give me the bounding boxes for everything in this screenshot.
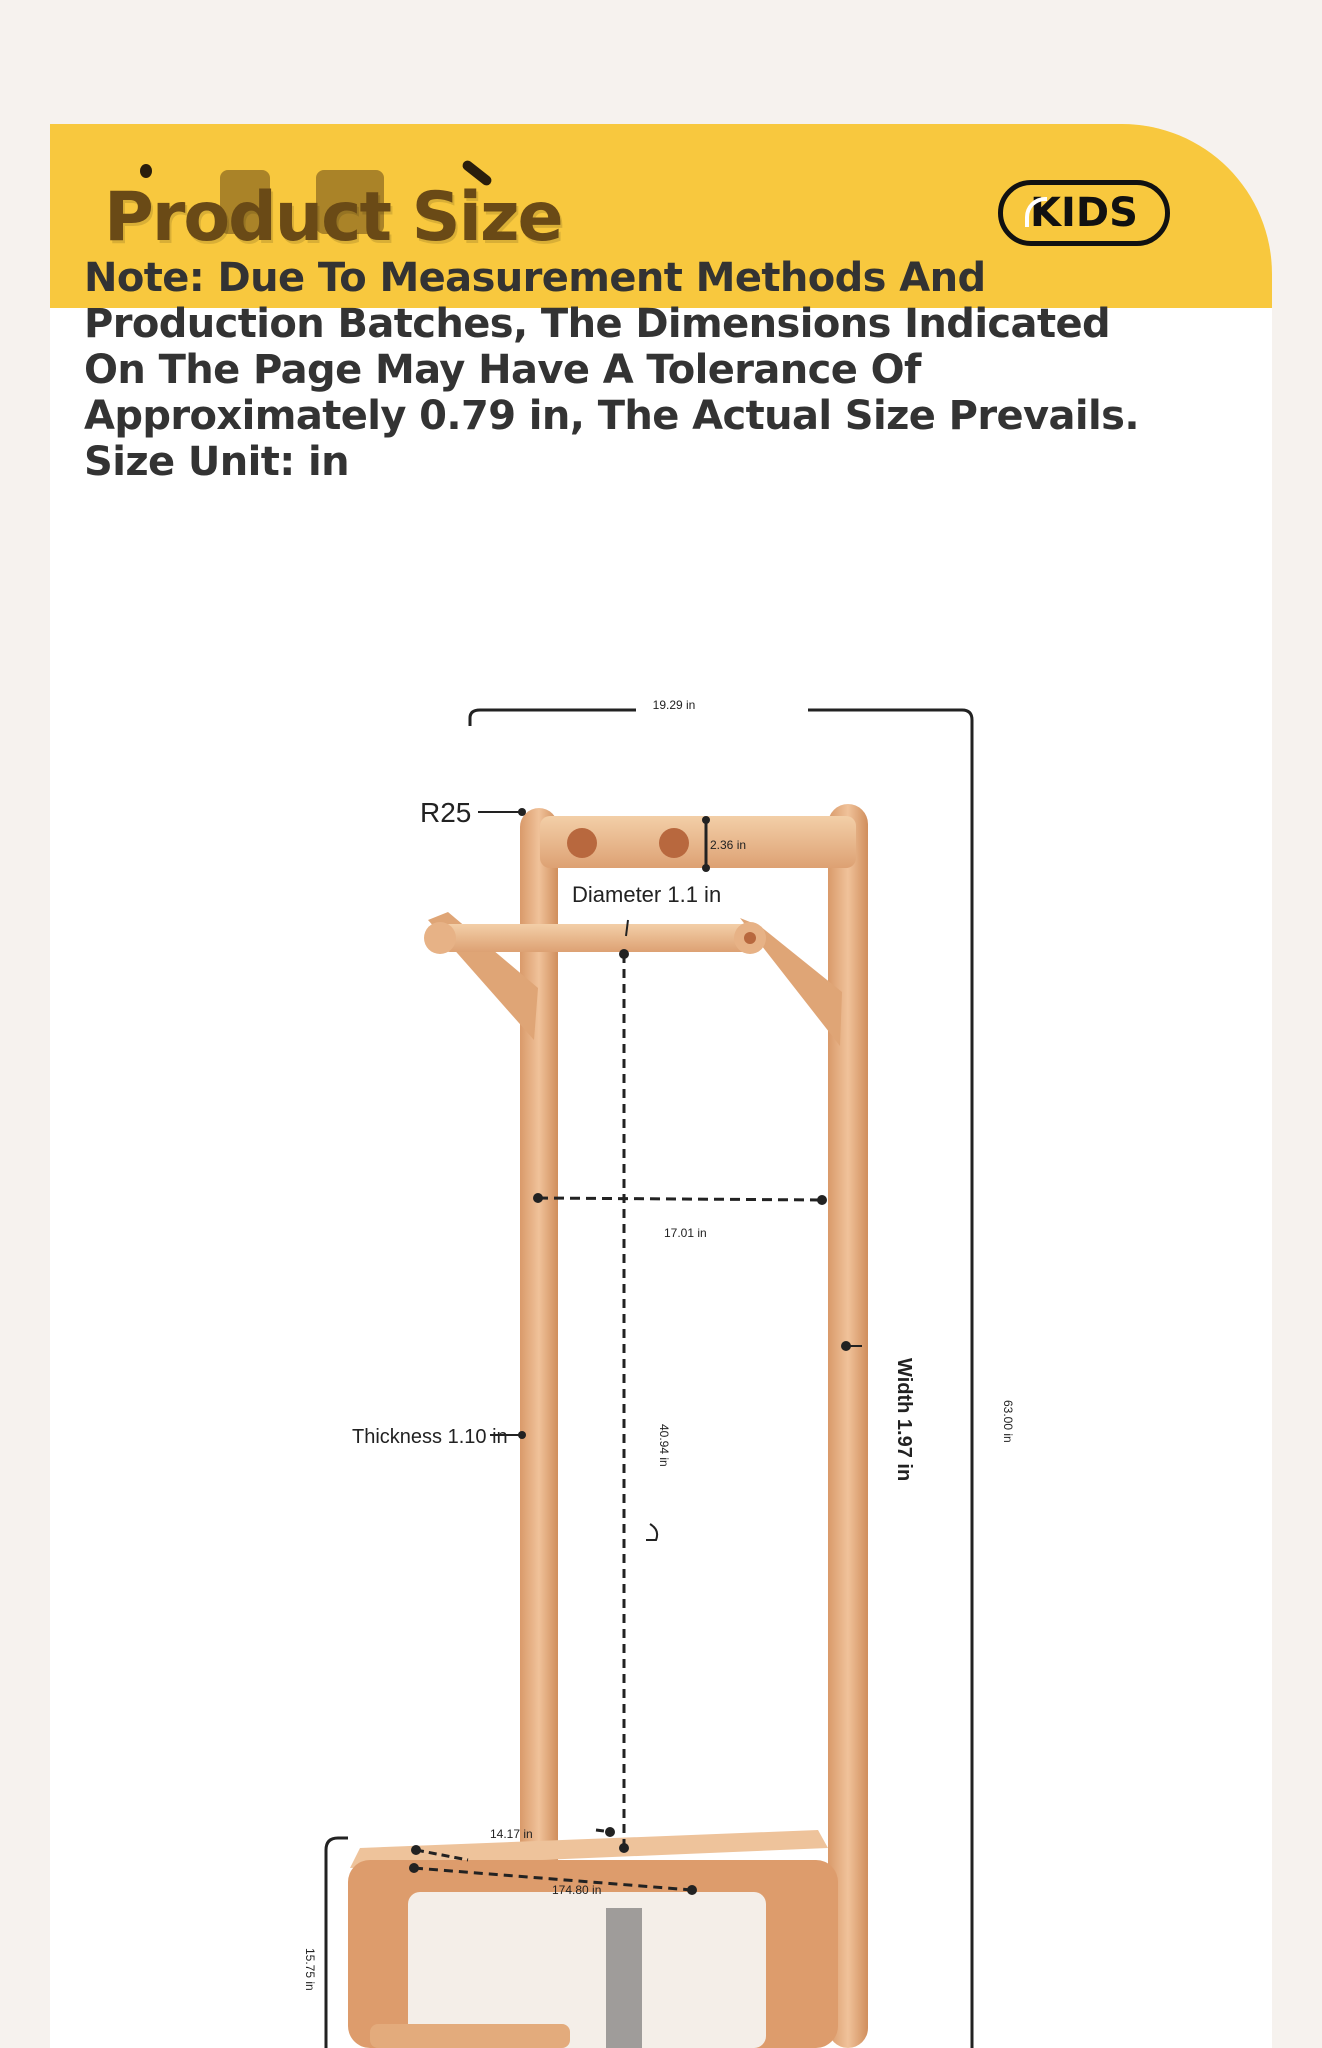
total-height-label: 63.00 in	[1001, 1400, 1015, 1443]
dimension-dot	[605, 1827, 615, 1837]
post-width-label: Width 1.97 in	[893, 1358, 915, 1482]
note-line: On The Page May Have A Tolerance Of	[84, 347, 921, 393]
shelf-depth-label: 14.17 in	[490, 1827, 533, 1841]
base-height-dimension-line	[326, 1838, 348, 2048]
note-line: Note: Due To Measurement Methods And	[84, 255, 986, 301]
top-width-dimension-line	[470, 710, 636, 726]
kids-badge-label: KIDS	[1030, 190, 1138, 236]
hanger-hook-icon	[646, 1524, 657, 1540]
dimension-dot	[409, 1863, 419, 1873]
dimension-dot	[817, 1195, 827, 1205]
radius-dot	[518, 808, 526, 816]
rod-end-left	[424, 922, 456, 954]
dimension-dot	[411, 1845, 421, 1855]
hook-peg-left	[567, 828, 597, 858]
dimension-dot	[687, 1885, 697, 1895]
radius-label: R25	[420, 797, 472, 828]
dimension-dot	[702, 816, 710, 824]
note-line: Size Unit: in	[84, 439, 349, 485]
base-shelf-edge	[370, 2024, 570, 2048]
note-line: Production Batches, The Dimensions Indicated	[84, 301, 1111, 347]
dimension-dot	[619, 1843, 629, 1853]
book-spine	[606, 1908, 642, 2048]
hook-bar-height-label: 2.36 in	[710, 838, 747, 852]
page-title: Product Size	[104, 178, 562, 257]
dimension-dot	[533, 1193, 543, 1203]
hanging-rod	[436, 924, 756, 952]
shelf-width-label: 174.80 in	[552, 1883, 602, 1897]
rod-end-cap-icon	[744, 932, 756, 944]
hanging-height-label: 40.94 in	[657, 1424, 671, 1467]
note-line: Approximately 0.79 in, The Actual Size Prevails.	[84, 393, 1139, 439]
hook-peg-right	[659, 828, 689, 858]
thickness-label: Thickness 1.10 in	[352, 1426, 508, 1448]
inner-width-label: 17.01 in	[664, 1226, 707, 1240]
rod-diameter-label: Diameter 1.1 in	[572, 882, 722, 907]
inner-width-line	[538, 1198, 822, 1200]
dimension-dot	[702, 864, 710, 872]
top-width-label: 19.29 in	[652, 698, 696, 712]
dimension-dot	[619, 949, 629, 959]
dimension-dot	[518, 1431, 526, 1439]
base-height-label: 15.75 in	[303, 1948, 317, 1991]
